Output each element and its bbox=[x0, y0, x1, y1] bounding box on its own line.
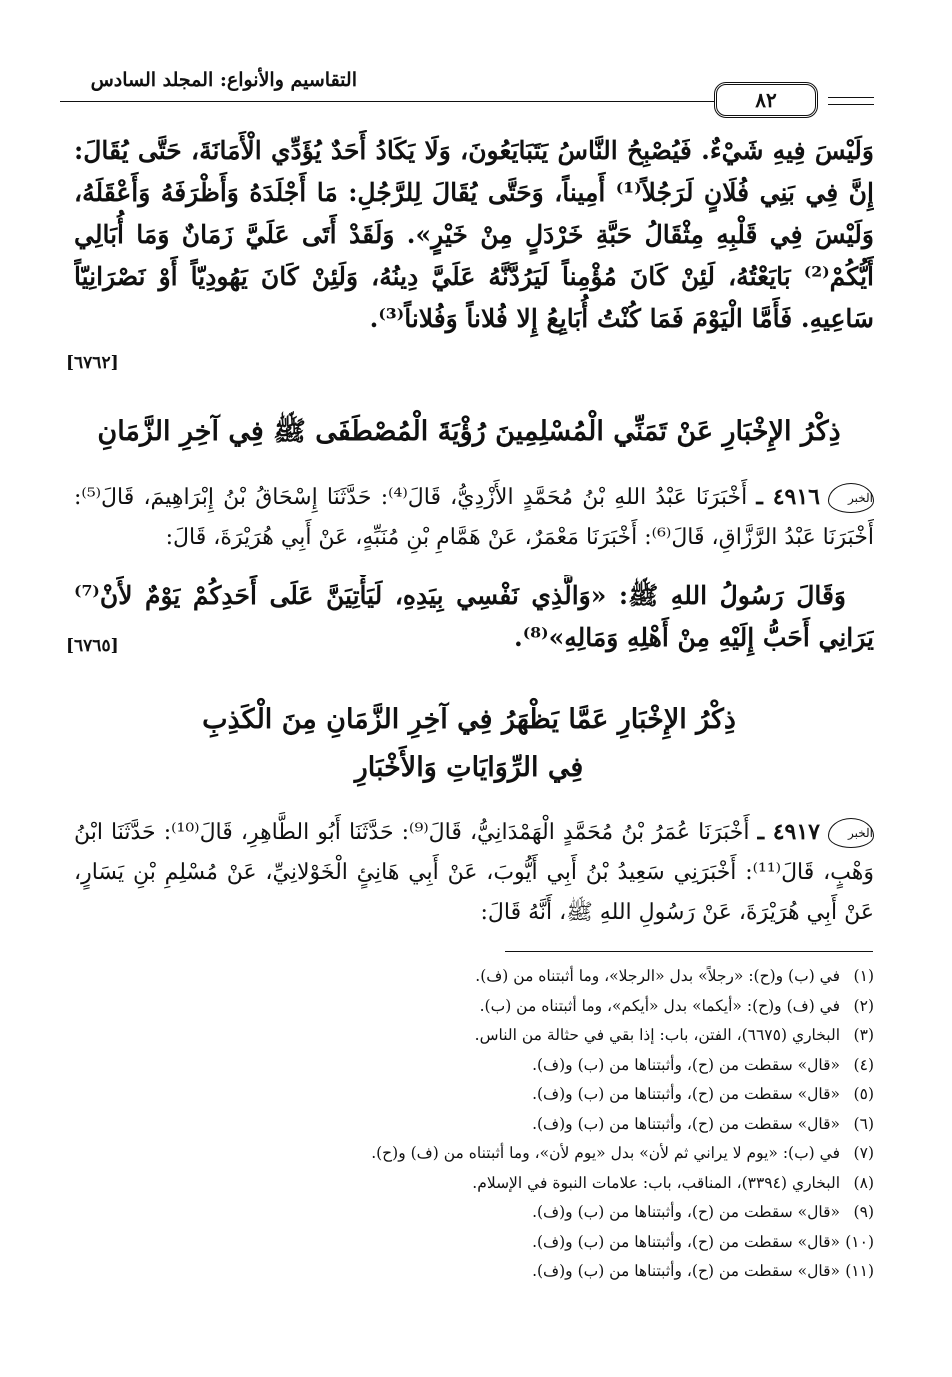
hadith-ref-6765: [٦٧٦٥] bbox=[66, 636, 119, 656]
hadith-number: ٤٩١٦ ـ bbox=[756, 484, 820, 510]
hadith-ref-6762: [٦٧٦٢] bbox=[66, 353, 119, 373]
page-number: ٨٢ bbox=[714, 82, 818, 118]
footnote: (٨) البخاري (٣٣٩٤)، المناقب، باب: علامات النبوة في الإسلام. bbox=[472, 1173, 874, 1192]
footnote: (٦) «قال» سقطت من (ح)، وأثبتناها من (ب) و(ف). bbox=[532, 1114, 874, 1133]
footnote-separator bbox=[505, 951, 873, 952]
hadith-badge-icon: الخبر bbox=[828, 818, 874, 848]
header-rule-left bbox=[60, 101, 336, 102]
footnote: (٣) البخاري (٦٦٧٥)، الفتن، باب: إذا بقي في حثالة من الناس. bbox=[474, 1026, 874, 1044]
running-title: التقاسيم والأنواع: المجلد السادس bbox=[90, 69, 357, 91]
isnad-text: أَخْبَرَنَا عُمَرُ بْنُ مُحَمَّدٍ الْهَمْدَانِيُّ، قَالَ⁽⁹⁾: حَدَّثَنَا أَبُو الطَّاهِرِ، قَالَ⁽¹⁰⁾: حَدَّثَنَا ابْنُ وَهْبٍ، قَالَ⁽¹¹⁾: أَخْبَرَنِي سَعِيدُ بْنُ أَبِي أَيُّوبَ، عَنْ أَبِي هَانِئٍ الْخَوْلانِيِّ، عَنْ مُسْلِمِ بْنِ يَسَارٍ، عَنْ أَبِي هُرَيْرَةَ، عَنْ رَسُولِ اللهِ ﷺ، أَنَّهُ قَالَ: bbox=[74, 820, 874, 925]
section-heading-1: ذِكْرُ الإِخْبَارِ عَنْ تَمَنِّي الْمُسْلِمِينَ رُؤْيَةَ الْمُصْطَفَى ﷺ فِي آخِرِ الزَّمَانِ bbox=[97, 416, 841, 447]
hadith-badge-icon: الخبر bbox=[828, 483, 874, 513]
hadith-number: ٤٩١٧ ـ bbox=[757, 819, 820, 845]
hadith-4916-matn: وَقَالَ رَسُولُ اللهِ ﷺ: «وَالَّذِي نَفْسِي بِيَدِهِ، لَيَأْتِيَنَّ عَلَى أَحَدِكُمْ يَوْمٌ لأَنْ⁽⁷⁾ يَرَانِي أَحَبُّ إِلَيْهِ مِنْ أَهْلِهِ وَمَالِهِ»⁽⁸⁾. bbox=[74, 581, 874, 652]
footnote: (٥) «قال» سقطت من (ح)، وأثبتناها من (ب) و(ف). bbox=[532, 1085, 874, 1103]
hadith-4916-isnad bbox=[74, 477, 874, 561]
footnote: (٧) في (ب): «يوم لا يراني ثم لأن» بدل «يوم لأن»، وما أثبتناه من (ف) و(ح). bbox=[371, 1144, 874, 1162]
footnote: (٤) «قال» سقطت من (ح)، وأثبتناها من (ب) و(ف). bbox=[532, 1055, 874, 1074]
footnote: (٩) «قال» سقطت من (ح)، وأثبتناها من (ب) و(ف). bbox=[532, 1203, 874, 1221]
footnote: (١٠) «قال» سقطت من (ح)، وأثبتناها من (ب) و(ف). bbox=[532, 1232, 874, 1251]
footnote: (٢) في (ف) و(ح): «أيكما» بدل «أيكم»، وما أثبتناه من (ب). bbox=[479, 996, 874, 1015]
header-rule-mid bbox=[336, 101, 714, 102]
footnote: (١١) «قال» سقطت من (ح)، وأثبتناها من (ب) و(ف). bbox=[532, 1262, 874, 1280]
section-heading-2-line1: ذِكْرُ الإِخْبَارِ عَمَّا يَظْهَرُ فِي آخِرِ الزَّمَانِ مِنَ الْكَذِبِ bbox=[202, 704, 736, 735]
header-rule-right-top bbox=[828, 97, 874, 98]
isnad-text: أَخْبَرَنَا عَبْدُ اللهِ بْنُ مُحَمَّدٍ الأَزْدِيُّ، قَالَ⁽⁴⁾: حَدَّثَنَا إِسْحَاقُ بْنُ إِبْرَاهِيمَ، قَالَ⁽⁵⁾: أَخْبَرَنَا عَبْدُ الرَّزَّاقِ، قَالَ⁽⁶⁾: أَخْبَرَنَا مَعْمَرٌ، عَنْ هَمَّامِ بْنِ مُنَبِّهٍ، عَنْ أَبِي هُرَيْرَةَ، قَالَ: bbox=[74, 485, 874, 550]
hadith-continuation-text: وَلَيْسَ فِيهِ شَيْءٌ. فَيُصْبِحُ النَّاسُ يَتَبَايَعُونَ، وَلَا يَكَادُ أَحَدٌ يُؤَدِّي الْأَمَانَةَ، حَتَّى يُقَالَ: إِنَّ فِي بَنِي فُلَانٍ لَرَجُلاً⁽¹⁾ أَمِيناً، وَحَتَّى يُقَالَ لِلرَّجُلِ: مَا أَجْلَدَهُ وَأَظْرَفَهُ وَأَعْقَلَهُ، وَلَيْسَ فِي قَلْبِهِ مِثْقَالُ حَبَّةِ خَرْدَلٍ مِنْ خَيْرٍ». وَلَقَدْ أَتَى عَلَيَّ زَمَانٌ وَمَا أُبَالِي أَيُّكُمْ⁽²⁾ بَايَعْتُهُ، لَئِنْ كَانَ مُؤْمِناً لَيَرُدَّنَّهُ عَلَيَّ دِينُهُ، وَلَئِنْ كَانَ يَهُودِيّاً أَوْ نَصْرَانِيّاً سَاعِيهِ. فَأَمَّا الْيَوْمَ فَمَا كُنْتُ أُبَايِعُ إِلا فُلاناً وَفُلاناً⁽³⁾. bbox=[74, 136, 874, 333]
header-rule-right-bottom bbox=[828, 104, 874, 105]
footnotes bbox=[74, 962, 874, 1287]
footnote: (١) في (ب) و(ح): «رجلاً» بدل «الرجلا»، وما أثبتناه من (ف). bbox=[475, 967, 874, 985]
hadith-4917-isnad bbox=[74, 812, 874, 936]
section-heading-2-line2: فِي الرِّوَايَاتِ وَالأَخْبَارِ bbox=[354, 752, 584, 783]
